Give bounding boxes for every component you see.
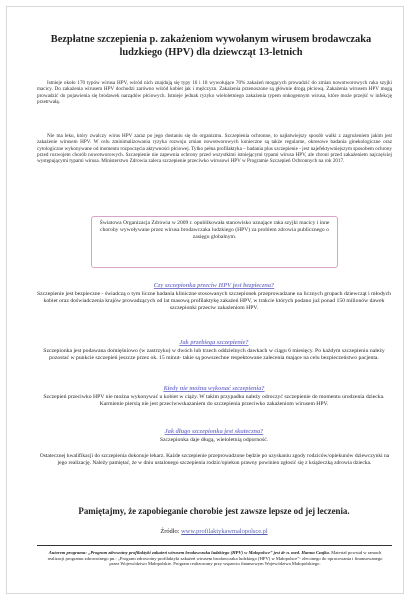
- footer-author: Autorem programu: „Program zdrowotny profilaktyki zakażeń wirusem brodawczaka ludzkiego (HPV) w Małopolsce” jest dr n. med. Hanna Czajka.: [48, 550, 330, 555]
- intro-paragraph: Istnieje około 170 typów wirusa HPV, wśród nich znajdują się typy 16 i 18 wywołujące 70% zakażeń mogących prowadzić do zmian nowotworowych raka szyjki macicy. Do zakażenia wirusem HPV dochodzi zarówno wśród kobiet jak i mężczyzn. Zakażenia przenoszone są głównie drogą płciową. Zakażenia wirusem HPV mogą prowadzić do pojawienia się brodawek narządów płciowych. Istnieje jednak ryzyko wieloletniego zakażenia typem onkogennym wirusa, które może przejść w infekcję przetrwałą.: [37, 80, 392, 105]
- source-link[interactable]: www.profilaktykawmalopolsce.pl: [181, 528, 268, 535]
- footer-divider: [37, 545, 392, 546]
- footer-text: Materiał powstał w ramach realizacji programu zdrowotnego pn.: „Program zdrowotny profilaktyki zakażeń wirusem brodawczaka ludzkiego (HPV) w Małopolsce”- zleconego do opracowania i finansowanego przez Województwo Małopolskie. Program realizowany przy wsparciu finansowym Województwa Małopolskiego.: [47, 550, 383, 567]
- faq-answer-contraindications: Szczepień przeciwko HPV nie można wykonywać u kobiet w ciąży. W takim przypadku należy odroczyć szczepienie do momentu urodzenia dziecka. Karmienie piersią nie jest przeciwwskazaniem do szczepienia przeciwko zakażeniom wirusem HPV.: [43, 394, 385, 407]
- faq-answer-effectiveness: Szczepionka daje długą, wieloletnią odporność.: [159, 437, 269, 443]
- faq-answer-procedure: Szczepionka jest podawana domięśniowo (w zastrzyku) w dwóch lub trzech oddzielnych dawkach w ciągu 6 miesięcy. Po każdym szczepieniu należy pozostać w punkcie szczepień jeszcze przez ok. 15 minut- takie są powszechne respektowane zalecenia mające na celu bezpieczeństwo pacjenta.: [43, 348, 385, 361]
- prevention-paragraph: Nie ma leku, który zwalczy wirus HPV zaraz po jego dostaniu się do organizmu. Szczepienia ochronne, to najłatwiejszy sposób walki z zagrożeniem jakim jest zakażenie wirusem HPV. W celu zminimalizowania ryzyka rozwoju zmian nowotworowych konieczne są także regularne, okresowe badania ginekologiczne oraz cytologiczne wykonywane od momentu rozpoczęcia aktywności płciowej. Tylko pełna profilaktyka – badania plus szczepienie - jest najefektywniejszym sposobem ochrony przed rozwojem chorób nowotworowych. Szczepienie nie zapewnia ochrony przed wszystkimi istniejącymi typami wirusa HPV, ale chroni przed zakażeniem najczęściej występującymi typami wirusa. Ministerstwo Zdrowia zaleca szczepienie przeciwko wirusowi HPV w Programie Szczepień Ochronnych na rok 2017.: [37, 133, 392, 165]
- qualification-paragraph: Ostatecznej kwalifikacji do szczepienia dokonuje lekarz. Każde szczepienie przeprowadzone będzie po uzyskaniu zgody rodziców/opiekunów dziewczynki na jego realizację. Należy pamiętać, że w dniu ustalonego szczepienia rodzic/opiekun prawny powinien zgłosić się z książeczką zdrowia dziecka.: [39, 453, 390, 466]
- faq-question-safety: Czy szczepionka przeciw HPV jest bezpieczna?: [153, 282, 275, 289]
- footer-note: [47, 550, 383, 567]
- who-statement-box: Światowa Organizacja Zdrowia w 2009 r. opublikowała stanowisko uznające raka szyjki macicy i inne choroby wywoływane przez wirusa brodawczaka ludzkiego (HPV) za problem zdrowia publicznego o zasięgu globalnym.: [91, 216, 338, 268]
- faq-question-contraindications: Kiedy nie można wykonać szczepienia?: [163, 385, 265, 392]
- faq-answer-safety: Szczepienie jest bezpieczne - świadczą o tym liczne badania kliniczne stosowanych szczepionek przeprowadzane na licznych grupach dziewcząt i młodych kobiet oraz doświadczenia krajów prowadzących od lat masową profilaktykę zakażeń HPV, w trakcie których podano już ponad 150 milionów dawek szczepionki przeciw zakażeniom HPV.: [36, 291, 392, 311]
- source-line: [27, 528, 401, 536]
- faq-question-procedure: Jak przebiega szczepienie?: [179, 339, 249, 346]
- faq-question-effectiveness: Jak długo szczepionka jest skuteczna?: [164, 428, 264, 435]
- document-title: Bezpłatne szczepienia p. zakażeniom wywołanym wirusem brodawczaka ludzkiego (HPV) dla dziewcząt 13-letnich: [50, 34, 372, 58]
- remember-slogan: Pamiętajmy, że zapobieganie chorobie jest zawsze lepsze od jej leczenia.: [78, 506, 350, 516]
- document-page: [6, 6, 404, 594]
- source-label: Źródło:: [160, 528, 182, 535]
